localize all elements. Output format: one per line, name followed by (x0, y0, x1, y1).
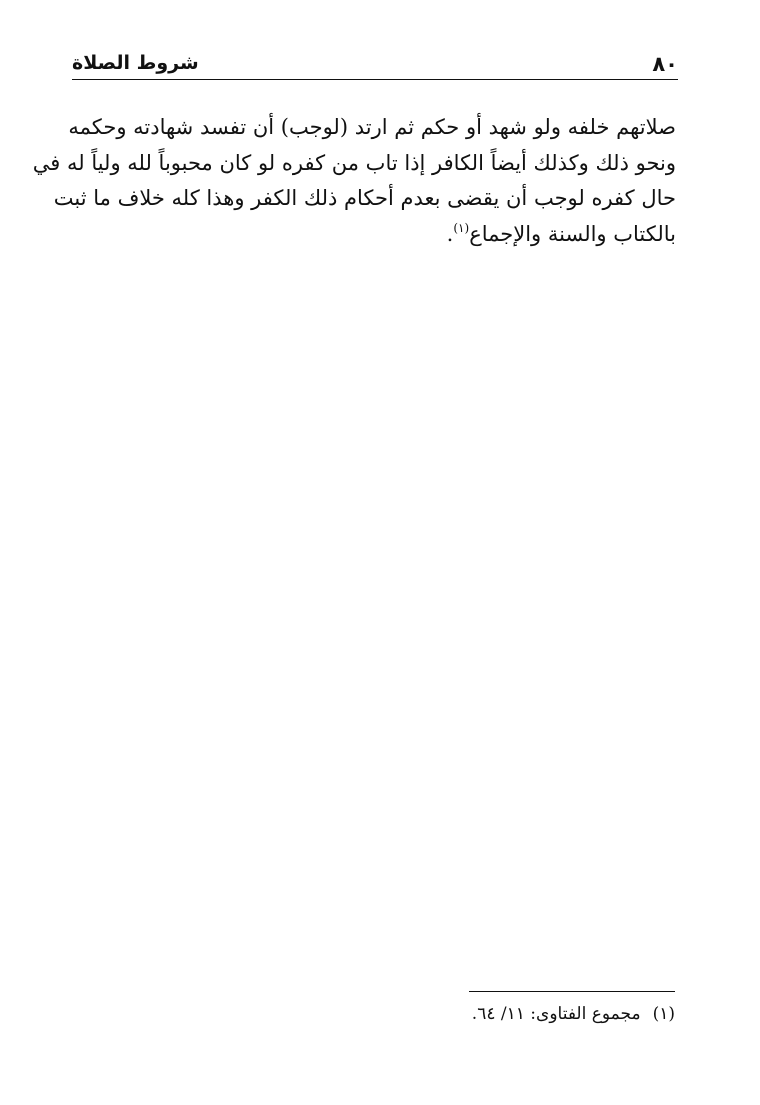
page-number: ٨٠ (652, 52, 678, 76)
body-line-last (72, 217, 676, 253)
body-line: صلاتهم خلفه ولو شهد أو حكم ثم ارتد (لوجب) أن تفسد شهادته وحكمه (68, 115, 676, 139)
footnote-text: مجموع الفتاوى: ١١/ ٦٤. (471, 1004, 641, 1024)
footnote-number: (١) (652, 1004, 675, 1024)
footnote-reference: (١) (453, 220, 470, 235)
footnote-rule (469, 991, 675, 992)
running-title: شروط الصلاة (72, 52, 199, 74)
body-line: ونحو ذلك وكذلك أيضاً الكافر إذا تاب من كفره لو كان محبوباً لله ولياً له في (32, 150, 676, 175)
end-punctuation: . (446, 221, 454, 246)
footnote (472, 1000, 675, 1028)
body-line-text: بالكتاب والسنة والإجماع (469, 221, 676, 246)
header-rule (72, 79, 678, 80)
page-header (72, 48, 678, 80)
body-line: حال كفره لوجب أن يقضى بعدم أحكام ذلك الكفر وهذا كله خلاف ما ثبت (53, 186, 676, 210)
body-text (32, 110, 676, 252)
